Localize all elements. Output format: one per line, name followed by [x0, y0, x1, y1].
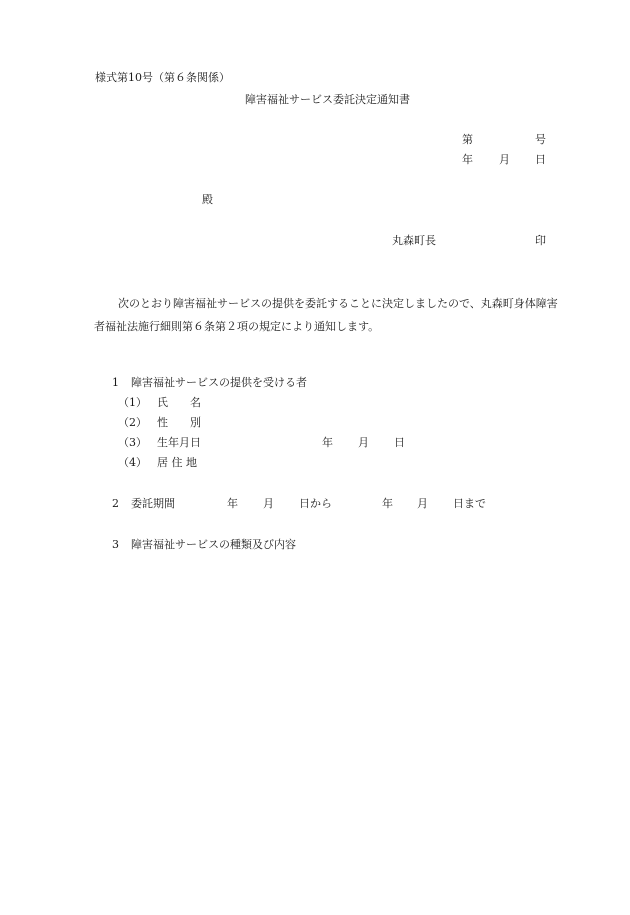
form-number: 様式第10号（第６条関係） — [95, 71, 230, 84]
period-from-month: 月 — [263, 497, 274, 510]
period-to-year: 年 — [382, 497, 393, 510]
issuer-name: 丸森町長 — [392, 234, 436, 247]
doc-date-day: 日 — [535, 153, 546, 166]
item-number: （2） — [118, 416, 147, 429]
period-to-month: 月 — [417, 497, 428, 510]
addressee-honorific: 殿 — [202, 193, 213, 206]
item-label-gender: 性 別 — [157, 416, 201, 429]
section3-heading: 障害福祉サービスの種類及び内容 — [131, 538, 296, 551]
period-from-year: 年 — [227, 497, 238, 510]
section1-number: 1 — [112, 376, 119, 389]
document-title: 障害福祉サービス委託決定通知書 — [245, 93, 410, 106]
item-number: （3） — [118, 436, 147, 449]
doc-number-prefix: 第 — [462, 133, 473, 146]
section2-heading: 委託期間 — [131, 497, 175, 510]
notice-body: 次のとおり障害福祉サービスの提供を委託することに決定しましたので、丸森町身体障害者福祉法施行細則第６条第２項の規定により通知します。 — [94, 297, 558, 333]
item-number: （1） — [118, 396, 147, 409]
birthdate-month: 月 — [358, 436, 369, 449]
doc-date-year: 年 — [462, 153, 473, 166]
period-from-day: 日から — [299, 497, 332, 510]
section3-number: 3 — [112, 538, 119, 551]
birthdate-year: 年 — [322, 436, 333, 449]
item-label-name: 氏 名 — [157, 396, 201, 409]
doc-date-month: 月 — [499, 153, 510, 166]
period-to-day: 日まで — [453, 497, 486, 510]
section1-heading: 障害福祉サービスの提供を受ける者 — [131, 376, 307, 389]
birthdate-day: 日 — [394, 436, 405, 449]
item-label-residence: 居 住 地 — [157, 456, 197, 469]
item-label-birthdate: 生年月日 — [157, 436, 201, 449]
section2-number: 2 — [112, 497, 119, 510]
doc-number-suffix: 号 — [535, 133, 546, 146]
item-number: （4） — [118, 456, 147, 469]
issuer-seal: 印 — [535, 234, 546, 247]
